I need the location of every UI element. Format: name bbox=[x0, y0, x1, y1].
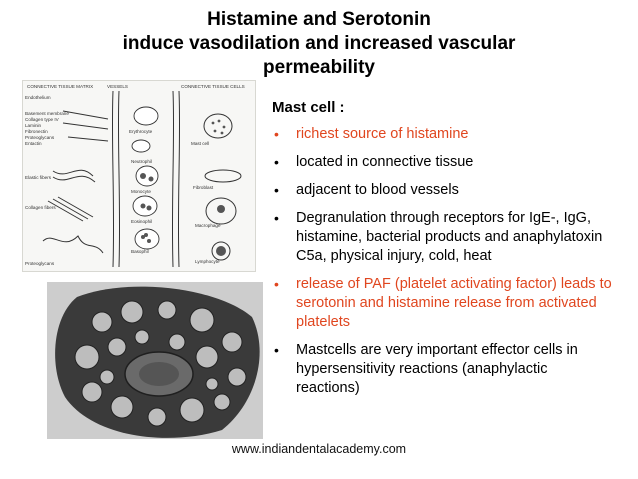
bullet-text: richest source of histamine bbox=[296, 126, 469, 142]
mast-cell-content bbox=[272, 98, 612, 407]
connective-tissue-diagram bbox=[22, 80, 256, 272]
label-erythrocyte: Erythrocyte bbox=[129, 129, 153, 134]
bullet-dot: • bbox=[274, 342, 279, 358]
label-proteoglycans: Proteoglycans bbox=[25, 135, 55, 140]
bullet-dot: • bbox=[274, 210, 279, 226]
bullet-text: Degranulation through receptors for IgE-, IgG, histamine, bacterial products and anaphylatoxin C5a, physical injury, cold, heat bbox=[296, 210, 603, 264]
bullet-text: Mastcells are very important effector cells in hypersensitivity reactions (anaphylactic reactions) bbox=[296, 342, 578, 396]
footer-url: www.indiandentalacademy.com bbox=[231, 442, 407, 456]
label-neutrophil: Neutrophil bbox=[131, 159, 152, 164]
mast-cell-heading: Mast cell : bbox=[272, 99, 345, 116]
bullet-item bbox=[272, 341, 612, 398]
label-eosinophil: Eosinophil bbox=[131, 219, 153, 224]
label-ct-matrix: CONNECTIVE TISSUE MATRIX bbox=[27, 84, 94, 89]
bullet-text: located in connective tissue bbox=[296, 154, 474, 170]
label-fibroblast: Fibroblast bbox=[193, 185, 214, 190]
label-mast-cell: Mast cell bbox=[191, 141, 210, 146]
label-collagen-fibers: Collagen fibers bbox=[25, 205, 56, 210]
label-macrophage: Macrophage bbox=[195, 223, 221, 228]
label-collagen-iv: Collagen type IV bbox=[25, 117, 59, 122]
label-lymphocyte: Lymphocyte bbox=[195, 259, 220, 264]
slide-title bbox=[0, 8, 638, 80]
label-basophil: Basophil bbox=[131, 249, 149, 254]
bullet-text: release of PAF (platelet activating factor) leads to serotonin and histamine release from activated platelets bbox=[296, 276, 612, 330]
label-vessels: VESSELS bbox=[107, 84, 128, 89]
bullet-dot: • bbox=[274, 276, 279, 292]
label-endothelium: Endothelium bbox=[25, 95, 51, 100]
bullet-dot: • bbox=[274, 154, 279, 170]
bullet-dot: • bbox=[274, 182, 279, 198]
diagram-illustration bbox=[23, 81, 255, 271]
bullet-list bbox=[272, 125, 612, 398]
bullet-item bbox=[272, 275, 612, 332]
label-elastic-fibers: Elastic fibers bbox=[25, 175, 52, 180]
label-fibronectin: Fibronectin bbox=[25, 129, 48, 134]
bullet-item bbox=[272, 181, 612, 200]
label-ct-cells: CONNECTIVE TISSUE CELLS bbox=[181, 84, 245, 89]
bullet-dot: • bbox=[274, 126, 279, 142]
label-proteoglycans-2: Proteoglycans bbox=[25, 261, 55, 266]
bullet-item bbox=[272, 125, 612, 144]
micrograph-image bbox=[47, 282, 263, 439]
label-entactin: Entactin bbox=[25, 141, 42, 146]
bullet-item bbox=[272, 209, 612, 266]
title-line-3: permeability bbox=[263, 57, 375, 78]
bullet-item bbox=[272, 153, 612, 172]
label-monocyte: Monocyte bbox=[131, 189, 151, 194]
title-line-1: Histamine and Serotonin bbox=[207, 9, 431, 30]
mast-cell-micrograph bbox=[47, 282, 263, 439]
bullet-text: adjacent to blood vessels bbox=[296, 182, 459, 198]
label-basement-membrane: Basement membrane bbox=[25, 111, 69, 116]
title-line-2: induce vasodilation and increased vascular bbox=[122, 33, 516, 54]
label-laminin: Laminin bbox=[25, 123, 42, 128]
